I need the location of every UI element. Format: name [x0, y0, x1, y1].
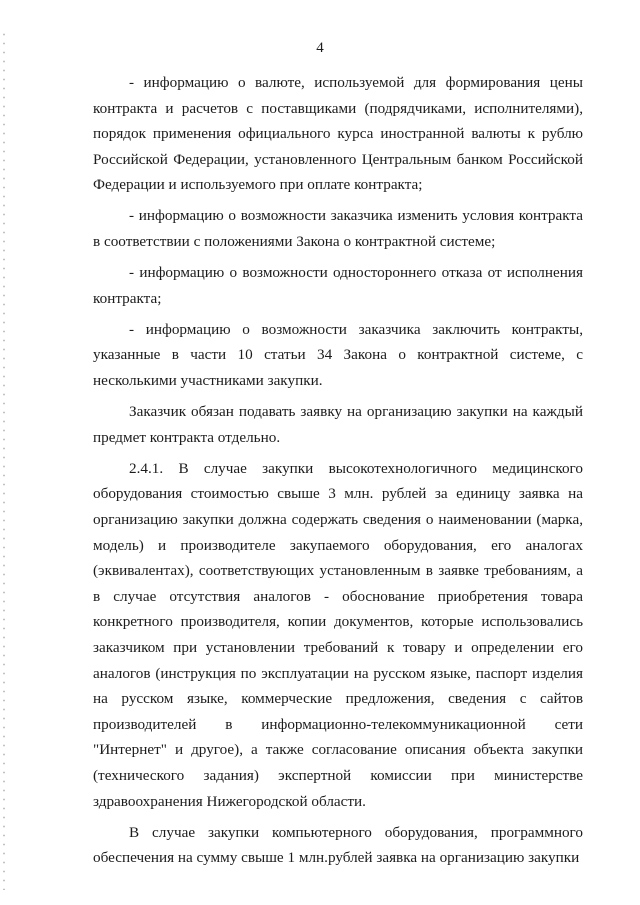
paragraph-multiple-contracts: - информацию о возможности заказчика заключить контракты, указанные в части 10 статьи 34 Закона о контрактной системе, с несколькими участниками закупки. — [93, 320, 583, 390]
paragraph-change-terms: - информацию о возможности заказчика изменить условия контракта в соответствии с положениями Закона о контрактной системе; — [93, 207, 583, 251]
paragraph-currency-info: - информацию о валюте, используемой для формирования цены контракта и расчетов с поставщиками (подрядчиками, исполнителями), порядок применения официального курса иностранной валюты к рублю Российской Федерации, установленного Центральным банком Российской Федерации и используемого при оплате контракта; — [93, 74, 583, 194]
paragraph-computer-equipment: В случае закупки компьютерного оборудования, программного обеспечения на сумму свыше 1 млн.рублей заявка на организацию закупки — [93, 823, 583, 867]
paragraph-2-4-1-medical-equipment: 2.4.1. В случае закупки высокотехнологичного медицинского оборудования стоимостью свыше 3 млн. рублей за единицу заявка на организацию закупки должна содержать сведения о наименовании (марка, модель) и производителе закупаемого оборудования, его аналогах (эквивалентах), соответствующих установленным в заявке требованиям, а в случае отсутствия аналогов - обоснование приобретения товара конкретного производителя, копии документов, которые использовались заказчиком при установлении требований к товару и определении его аналогов (инструкция по эксплуатации на русском языке, паспорт изделия на русском языке, коммерческие предложения, сведения с сайтов производителей в информационно-телекоммуникационной сети "Интернет" и другое), а также согласование описания объекта закупки (технического задания) экспертной комиссии при министерстве здравоохранения Нижегородской области. — [93, 459, 583, 810]
page-number: 4 — [316, 40, 324, 56]
document-body — [93, 70, 583, 876]
paragraph-separate-application: Заказчик обязан подавать заявку на организацию закупки на каждый предмет контракта отдельно. — [93, 403, 583, 446]
paragraph-unilateral-refusal: - информацию о возможности одностороннего отказа от исполнения контракта; — [93, 264, 583, 307]
scan-edge-marks — [3, 30, 5, 890]
